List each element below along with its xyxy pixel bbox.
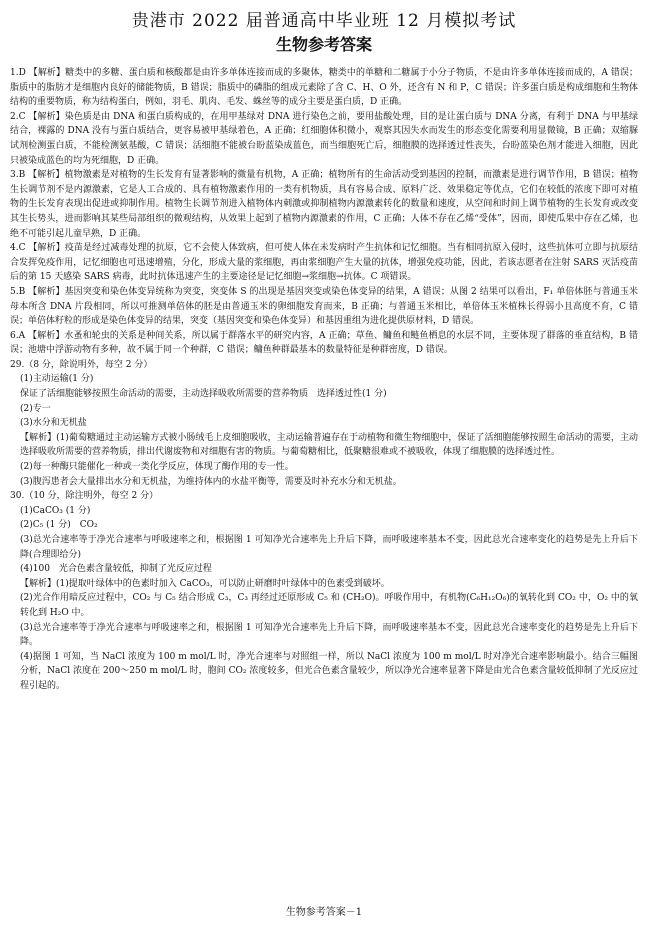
answer-6: 6.A 【解析】水蚤和轮虫的关系是种间关系，所以属于群落水平的研究内容，A 正确；草鱼、鳙鱼和鲢鱼栖息的水层不同，主要体现了群落的垂直结构，B 错误；池塘中浮游动物有多种，故不属于同一个种群，C 错误；鳙鱼种群最基本的数量特征是种群密度，D 错误。 [10,330,638,356]
q30-heading: 30.（10 分，除注明外，每空 2 分） [10,491,159,502]
q29-answer-1: (1)主动运输(1 分) [20,374,94,385]
q29-answer-2: (2)专一 [20,403,51,414]
page-footer: 生物参考答案－1 [285,907,363,918]
q29-heading: 29.（8 分，除说明外，每空 2 分） [10,359,153,370]
answer-2: 2.C 【解析】染色质是由 DNA 和蛋白质构成的，在用甲基绿对 DNA 进行染色之前，要用盐酸处理，目的是让蛋白质与 DNA 分离，有利于 DNA 与甲基绿结合，裸露的 DNA 没有与蛋白质结合，更容易被甲基绿着色，A 正确；红细胞体积微小，观察其因失水而发生的形态变化需要利用显微镜，B 正确；双缩脲试剂检测蛋白质，不能检测氨基酸，C 错误；活细胞不能被台盼蓝染成蓝色，而当细胞死亡后，细胞膜的选择透过性丧失，台盼蓝染色剂才能进入细胞，因此只被染成蓝色的均为死细胞，D 正确。 [10,111,638,166]
page-header [0,0,648,57]
answer-1: 1.D 【解析】糖类中的多糖、蛋白质和核酸都是由许多单体连接而成的多聚体，糖类中的单糖和二糖属于小分子物质，不是由许多单体连接而成的，A 错误；脂质中的脂肪才是细胞内良好的储能物质，B 错误；脂质中的磷脂的组成元素除了含 C、H、O 外，还含有 N 和 P，C 错误；许多蛋白质是构成细胞和生物体结构的重要物质，称为结构蛋白，例如，羽毛、肌肉、毛发、蛛丝等的成分主要是蛋白质，D 正确。 [10,68,638,108]
q30-answer-1: (1)CaCO₃ (1 分) [20,505,91,516]
q30-analysis-1: 【解析】(1)提取叶绿体中的色素时加入 CaCO₃，可以防止研磨时叶绿体中的色素受到破坏。 [20,578,390,589]
answer-5: 5.B 【解析】基因突变和染色体变异统称为突变，突变体 S 的出现是基因突变或染色体变异的结果，A 错误；从图 2 结果可以看出，F₁ 单倍体胚与普通玉米母本所含 DNA 片段相同，所以可推测单倍体的胚是由普通玉米的卵细胞发育而来，B 正确；与普通玉米相比，单倍体玉米植株长得弱小且高度不育，C 错误；单倍体籽粒的形成是染色体变异的结果，突变（基因突变和染色体变异）和基因重组为进化提供原材料，D 错误。 [10,286,638,327]
q29-analysis-1: 【解析】(1)葡萄糖通过主动运输方式被小肠绒毛上皮细胞吸收，主动运输普遍存在于动植物和微生物细胞中，保证了活细胞能够按照生命活动的需要，主动选择吸收所需要的营养物质，排出代谢废物和对细胞有害的物质。与葡萄糖相比，低聚糖很难或不被吸收，体现了细胞膜的选择透过性。 [20,432,638,458]
q30-answer-2: (2)C₅ (1 分) CO₂ [20,520,98,531]
q29-answer-3: (3)水分和无机盐 [20,418,87,429]
q29-analysis-3: (3)腹泻患者会大量排出水分和无机盐，为维持体内的水盐平衡等，需要及时补充水分和无机盐。 [20,476,402,487]
q29-answer-1-detail: 保证了活细胞能够按照生命活动的需要，主动选择吸收所需要的营养物质 选择透过性(1 分) [20,389,387,400]
q30-analysis-4: (4)据图 1 可知，当 NaCl 浓度为 100 m mol/L 时，净光合速率与对照组一样，所以 NaCl 浓度为 100 m mol/L 时对净光合速率影响最小。结合三幅图分析，NaCl 浓度在 200～250 m mol/L 时，胞间 CO₂ 浓度较多，但光合色素含量较少，所以净光合速率显著下降是由光合色素含量较低抑制了光反应过程引起的。 [20,651,638,691]
answer-subtitle: 生物参考答案 [275,35,372,54]
q30-analysis-2: (2)光合作用暗反应过程中，CO₂ 与 C₅ 结合形成 C₃，C₃ 再经过还原形成 C₅ 和 (CH₂O)。呼吸作用中，有机物(C₆H₁₂O₆)的氧转化到 CO₂ 中，O₂ 中的氧转化到 H₂O 中。 [20,593,638,618]
q30-analysis-3: (3)总光合速率等于净光合速率与呼吸速率之和，根据图 1 可知净光合速率先上升后下降，而呼吸速率基本不变，因此总光合速率变化的趋势是先上升后下降。 [20,622,638,648]
q29-analysis-2: (2)每一种酶只能催化一种或一类化学反应，体现了酶作用的专一性。 [20,462,294,473]
answer-content [10,66,638,694]
q30-answer-4: (4)100 光合色素含量较低，抑制了光反应过程 [20,564,212,575]
answer-4: 4.C 【解析】疫苗是经过减毒处理的抗原，它不会使人体致病，但可使人体在未发病时产生抗体和记忆细胞。当有相同抗原入侵时，这些抗体可立即与抗原结合发挥免疫作用，记忆细胞也可迅速增殖，分化，形成大量的浆细胞，再由浆细胞产生大量的抗体，增强免疫功能，因此，若该志愿者在注射 SARS 灭活疫苗后的第 15 天感染 SARS 病毒，此时抗体迅速产生的主要途径是记忆细胞→浆细胞→抗体。C 项错误。 [10,243,638,283]
answer-3: 3.B 【解析】植物激素是对植物的生长发育有显著影响的微量有机物，A 正确；植物所有的生命活动受到基因的控制，而激素是进行调节作用，B 错误；植物生长调节剂不是内源激素，它是人工合成的、具有植物激素作用的一类有机物质，具有容易合成、原料广泛、效果稳定等优点，它们在较低的浓度下即可对植物的生长发育表现出促进或抑制作用。植物生长调节剂进入植物体内刺激或抑制植物内源激素转化的数量和速度，从空间和时间上调节植物的生长发育或改变其生长势头，进而影响其某些局部组织的微观结构，从效果上起到了植物内源激素的作用，C 正确；人体不存在乙烯“受体”，因而，即使瓜果中存在乙烯，也绝不可能引起儿童早熟，D 正确。 [10,170,638,239]
q30-answer-3: (3)总光合速率等于净光合速率与呼吸速率之和，根据图 1 可知净光合速率先上升后下降，而呼吸速率基本不变，因此总光合速率变化的趋势是先上升后下降(合理即给分) [20,535,638,560]
exam-title: 贵港市 2022 届普通高中毕业班 12 月模拟考试 [131,11,517,31]
